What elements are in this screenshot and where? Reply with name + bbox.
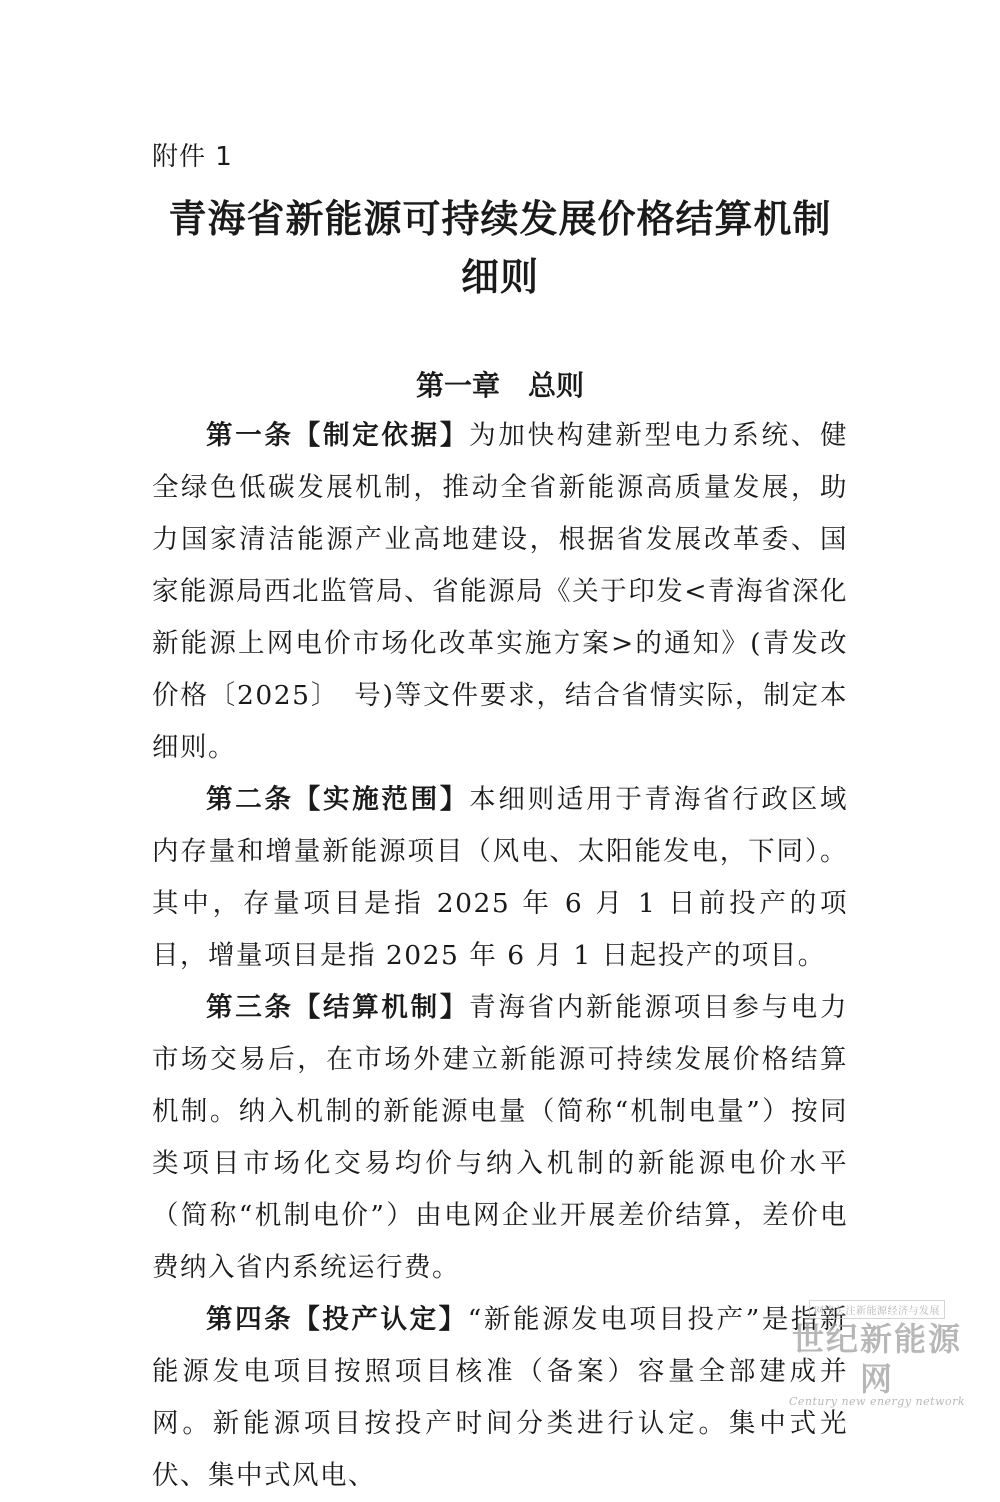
article-paragraph bbox=[152, 774, 848, 982]
article-heading: 第二条【实施范围】 bbox=[206, 784, 470, 815]
article-heading: 第四条【投产认定】 bbox=[206, 1304, 468, 1335]
article-text: 青海省内新能源项目参与电力市场交易后，在市场外建立新能源可持续发展价格结算机制。纳入机制的新能源电量（简称“机制电量”）按同类项目市场化交易均价与纳入机制的新能源电价水平（简称“机制电价”）由电网企业开展差价结算，差价电费纳入省内系统运行费。 bbox=[152, 992, 849, 1283]
article-heading: 第一条【制定依据】 bbox=[206, 420, 470, 451]
article-paragraph bbox=[152, 982, 848, 1294]
article-text: 为加快构建新型电力系统、健全绿色低碳发展机制，推动全省新能源高质量发展，助力国家清洁能源产业高地建设，根据省发展改革委、国家能源局西北监管局、省能源局《关于印发<青海省深化新能源上网电价市场化改革实施方案>的通知》(青发改价格〔2025〕 号)等文件要求，结合省情实际，制定本细则。 bbox=[152, 420, 849, 763]
article-text: “新能源发电项目投产”是指新能源发电项目按照项目核准（备案）容量全部建成并网。新能源项目按投产时间分类进行认定。集中式光伏、集中式风电、 bbox=[152, 1304, 848, 1491]
attachment-label: 附件 1 bbox=[152, 142, 233, 172]
document-title-line-2: 细则 bbox=[460, 255, 539, 299]
watermark-name: 世纪新能源网 bbox=[791, 1320, 962, 1398]
document-body bbox=[152, 410, 848, 1502]
document-title-line-1: 青海省新能源可持续发展价格结算机制 bbox=[168, 197, 832, 241]
watermark-slogan: 网络关注新能源经济与发展 bbox=[809, 1300, 945, 1319]
watermark-english: Century new energy network bbox=[788, 1395, 966, 1408]
article-paragraph bbox=[152, 410, 848, 774]
article-text: 本细则适用于青海省行政区域内存量和增量新能源项目（风电、太阳能发电，下同）。其中，存量项目是指 2025 年 6 月 1 日前投产的项目，增量项目是指 2025 年 6 月 1 日起投产的项目。 bbox=[152, 784, 849, 971]
chapter-heading: 第一章 总则 bbox=[415, 369, 584, 402]
article-heading: 第三条【结算机制】 bbox=[206, 992, 470, 1023]
watermark-logo bbox=[782, 1299, 972, 1408]
article-paragraph bbox=[152, 1294, 848, 1502]
